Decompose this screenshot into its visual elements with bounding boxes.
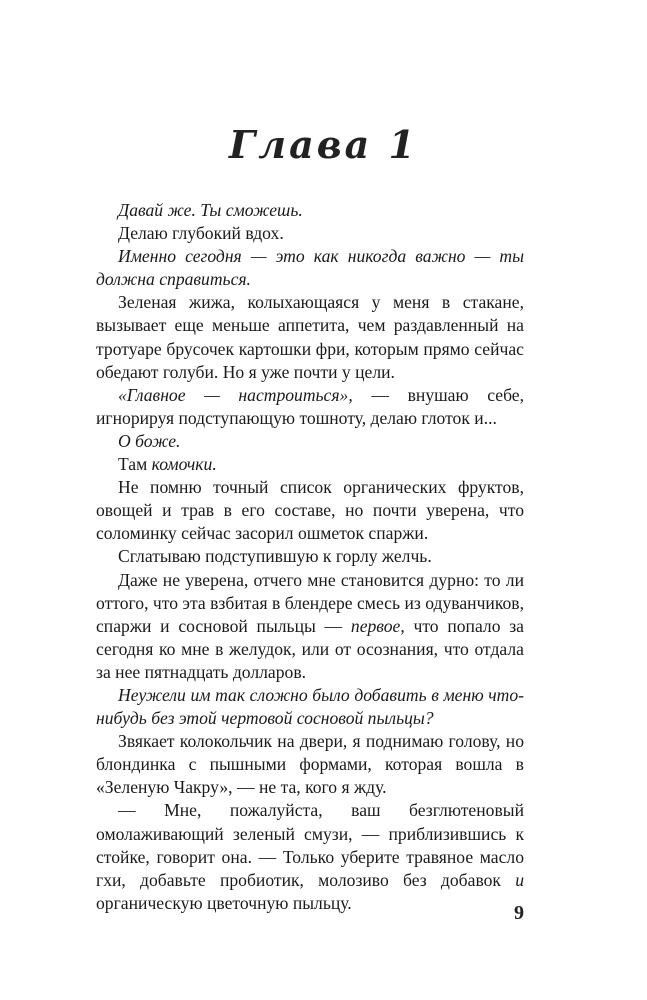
italic-text: «Главное — настроиться», [118,384,353,405]
chapter-title: Глава 1 [229,122,418,167]
text-run: Звякает колокольчик на двери, я поднимаю голову, но блондинка с пышными формами, которая вошла в «Зеленую Чакру», — не та, кого я жду. [96,731,524,798]
text-run: — внушаю себе, игнорируя подступающую тошноту, делаю глоток и... [96,384,524,428]
paragraph [96,684,524,730]
italic-text: Неужели им так сложно было добавить в меню что-нибудь без этой чертовой сосновой пыльцы? [96,684,524,729]
text-run: — Мне, пожалуйста, ваш безглютеновый омолаживающий зеленый смузи, — приблизившись к стойке, говорит она. — Только уберите травяное масло гхи, добавьте пробиотик, молозиво без добавок [96,800,524,890]
paragraph [96,291,524,383]
text-run: Даже не уверена, отчего мне становится дурно: то ли оттого, что эта взбитая в блендере смесь из одуванчиков, спаржи и сосновой пыльцы — [96,569,524,636]
italic-text: первое, [350,615,405,636]
paragraph [96,569,524,684]
text-run: что попало за сегодня ко мне в желудок, или от осознания, что отдала за нее пятнадцать долларов. [96,615,524,682]
italic-text: комочки. [151,454,217,475]
paragraph [96,384,524,430]
paragraph [96,199,524,222]
text-run: Зеленая жижа, колыхающаяся у меня в стакане, вызывает еще меньше аппетита, чем раздавленный на тротуаре брусочек картошки фри, которым прямо сейчас обедают голуби. Но я уже почти у цели. [96,292,524,382]
paragraph [96,430,524,453]
text-run: Сглатываю подступившую к горлу желчь. [118,546,432,567]
body-text [96,199,524,915]
paragraph [96,453,524,476]
paragraph [96,545,524,568]
paragraph [96,245,524,291]
page-number: 9 [514,902,524,924]
italic-text: и [515,869,524,890]
text-run: Делаю глубокий вдох. [118,223,284,244]
italic-text: О боже. [118,430,181,451]
paragraph [96,476,524,545]
text-run: Не помню точный список органических фруктов, овощей и трав в его составе, но почти уверена, что соломинку сейчас засорил ошметок спаржи. [96,477,524,544]
italic-text: Именно сегодня — это как никогда важно — ты должна справиться. [96,246,524,290]
text-run: Там [118,454,152,475]
text-run: органическую цветочную пыльцу. [96,892,352,913]
italic-text: Давай же. Ты сможешь. [118,200,303,220]
paragraph [96,222,524,245]
paragraph [96,799,524,914]
paragraph [96,730,524,799]
